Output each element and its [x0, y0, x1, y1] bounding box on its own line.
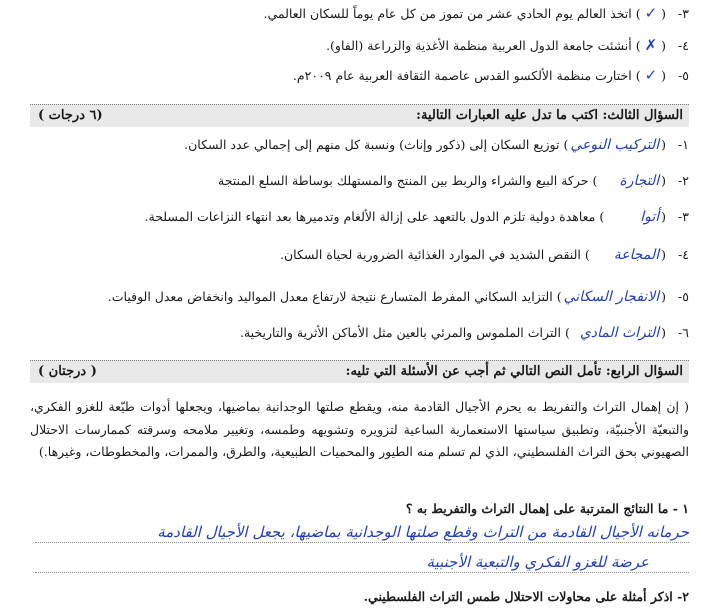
answer-bracket-close: )	[599, 209, 605, 224]
item-text: اتخذ العالم يوم الحادي عشر من تموز من كل عام يوماً للسكان العالمي.	[263, 6, 632, 21]
answer-bracket: (	[661, 68, 667, 83]
cross-mark-icon: ✗	[644, 36, 658, 54]
passage-text: ( إن إهمال التراث والتفريط به يحرم الأجيال القادمة منه، ويقطع صلتها الوجدانية بماضيها، ويجعلها أدوات طيّعة للغزو الفكري، والتبعيّة الأجنبيّة، وتطبيق سياستها الاستعمارية الساعية لتزويره وتشويهه وطمسه، وتغيير ملامحه وسرقته كممارسات الاحتلال الصهيوني بحق التراث الفلسطيني، الذي لم تسلم منه الطيور والمحميات الطبيعية، والطرق، والممرات، والمخطوطات، وغيرها.)	[30, 399, 689, 459]
handwritten-answer-line-2: عرضة للغزو الفكري والتبعية الأجنبية	[35, 552, 689, 573]
answer-bracket-close: )	[592, 173, 598, 188]
answer-bracket-close: )	[635, 68, 641, 83]
definition-item-4	[30, 246, 689, 264]
item-text: معاهدة دولية تلزم الدول بالتعهد على إزالة الألغام وتدميرها بعد انتهاء النزاعات المسلحة.	[144, 209, 596, 224]
answer-bracket: (	[661, 38, 667, 53]
item-number: ٤-	[678, 247, 689, 262]
item-text: أنشئت جامعة الدول العربية منظمة الأغذية والزراعة (الفاو).	[326, 38, 632, 53]
tf-item-3	[30, 4, 689, 23]
section4-grade: ( درجتان )	[38, 364, 97, 379]
section3-header	[30, 104, 689, 127]
answer-bracket: (	[661, 6, 667, 21]
item-number: ٥-	[678, 289, 689, 304]
question-2: ٢- اذكر أمثلة على محاولات الاحتلال طمس التراث الفلسطيني.	[363, 589, 689, 604]
handwritten-answer-line-1: حرمانه الأجيال القادمة من التراث وقطع صلتها الوجدانية بماضيها، يجعل الأجيال القادمة	[35, 522, 689, 543]
answer-bracket: (	[661, 325, 667, 340]
definition-item-3	[30, 208, 689, 226]
item-text: توزيع السكان إلى (ذكور وإناث) ونسبة كل منهم إلى إجمالي عدد السكان.	[184, 137, 560, 152]
answer-bracket: (	[661, 173, 667, 188]
check-mark-icon: ✓	[644, 66, 658, 84]
handwritten-answer: المجاعة	[613, 247, 660, 263]
handwritten-answer: التراث المادي	[579, 325, 660, 341]
tf-item-4	[30, 36, 689, 55]
handwritten-answer: الانفجار السكاني	[563, 289, 660, 305]
tf-item-5	[30, 66, 689, 85]
handwritten-answer: التجارة	[619, 173, 660, 189]
section3-title: السؤال الثالث: اكتب ما تدل عليه العبارات التالية:	[416, 108, 683, 123]
item-number: ٦-	[678, 325, 689, 340]
item-text: اختارت منظمة الألكسو القدس عاصمة الثقافة العربية عام ٢٠٠٩م.	[292, 68, 632, 83]
item-number: ١-	[678, 137, 689, 152]
definition-item-6	[30, 324, 689, 342]
check-mark-icon: ✓	[644, 4, 658, 22]
item-number: ٤-	[678, 38, 689, 53]
item-number: ٣-	[678, 209, 689, 224]
answer-bracket-close: )	[584, 247, 590, 262]
handwritten-answer: التركيب النوعي	[570, 137, 660, 153]
section4-header	[30, 360, 689, 383]
item-number: ٢-	[678, 173, 689, 188]
section3-grade: (٦ درجات )	[38, 108, 103, 123]
item-text: حركة البيع والشراء والربط بين المنتج والمستهلك بوساطة السلع المنتجة	[218, 173, 589, 188]
answer-bracket-close: )	[635, 38, 641, 53]
item-text: التزايد السكاني المفرط المتسارع نتيجة لارتفاع معدل المواليد وانخفاض معدل الوفيات.	[107, 289, 553, 304]
answer-bracket-close: )	[556, 289, 562, 304]
answer-bracket-close: )	[563, 137, 569, 152]
definition-item-5	[30, 288, 689, 306]
item-text: التراث الملموس والمرئي بالعين مثل الأماكن الأثرية والتاريخية.	[240, 325, 561, 340]
answer-bracket: (	[661, 289, 667, 304]
answer-bracket: (	[661, 247, 667, 262]
item-text: النقص الشديد في الموارد الغذائية الضرورية لحياة السكان.	[280, 247, 581, 262]
definition-item-2	[30, 172, 689, 190]
section4-title: السؤال الرابع: تأمل النص التالي ثم أجب عن الأسئلة التي تليه:	[345, 364, 683, 379]
answer-bracket-close: )	[564, 325, 570, 340]
answer-bracket-close: )	[635, 6, 641, 21]
item-number: ٣-	[678, 6, 689, 21]
item-number: ٥-	[678, 68, 689, 83]
definition-item-1	[30, 136, 689, 154]
question-1: ١ - ما النتائج المترتبة على إهمال التراث والتفريط به ؟	[405, 501, 689, 516]
handwritten-answer: أتوا	[640, 209, 660, 225]
answer-bracket: (	[661, 209, 667, 224]
answer-bracket: (	[661, 137, 667, 152]
